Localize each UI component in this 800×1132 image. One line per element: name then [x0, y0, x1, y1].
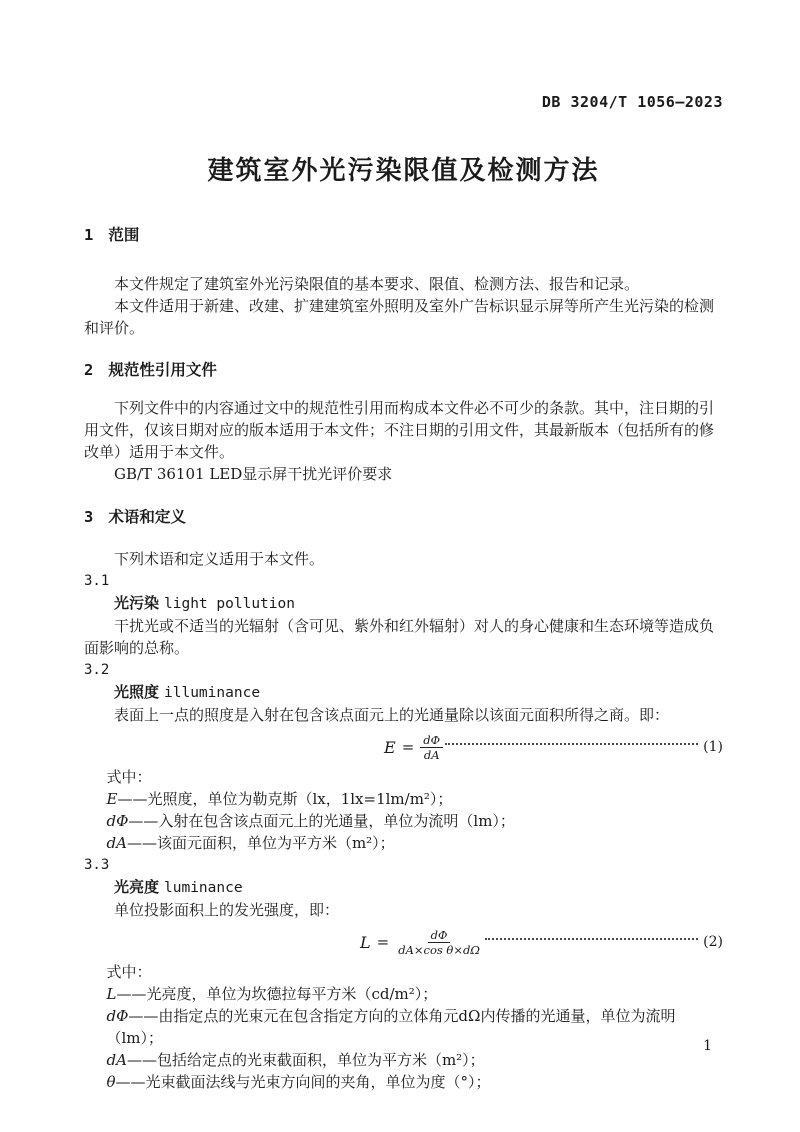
term-3-3-en: luminance	[164, 880, 243, 896]
equation-1-equals: =	[401, 738, 415, 756]
section-1-title: 范围	[108, 227, 140, 244]
term-3-3-definition: 单位投影面积上的发光强度，即：	[114, 901, 340, 919]
term-3-1-zh: 光污染	[114, 595, 160, 612]
symbol-definition	[107, 1071, 724, 1093]
section-2-title: 规范性引用文件	[108, 362, 217, 379]
term-3-1-definition: 干扰光或不适当的光辐射（含可见、紫外和红外辐射）对人的身心健康和生态环境等造成负面影响的总称。	[84, 617, 715, 657]
symbol: dA	[106, 1051, 127, 1069]
equation-2-fraction	[395, 928, 483, 957]
symbol-definition	[107, 788, 724, 810]
equation-1-number: (1)	[703, 739, 723, 755]
symbol-definition	[107, 810, 724, 832]
term-3-2	[114, 681, 723, 704]
symbol: dA	[106, 834, 127, 852]
where-label-2: 式中：	[106, 963, 152, 981]
equation-2-denominator: dA×cos θ×dΩ	[398, 942, 480, 957]
equation-2-lhs: L	[360, 932, 371, 952]
section-1-paragraph-1: 本文件规定了建筑室外光污染限值的基本要求、限值、检测方法、报告和记录。	[114, 275, 640, 293]
section-1-number: 1	[84, 226, 94, 244]
symbol: θ	[106, 1073, 116, 1091]
term-3-1-en: light pollution	[164, 596, 295, 612]
dotted-leader	[485, 938, 698, 940]
equation-2-number: (2)	[703, 934, 723, 950]
term-3-3-zh: 光亮度	[114, 879, 160, 896]
clause-number-3-2: 3.2	[84, 662, 110, 678]
dotted-leader	[445, 743, 698, 745]
equation-1	[84, 728, 723, 766]
term-3-2-en: illuminance	[164, 685, 261, 701]
equation-1-numerator: dΦ	[420, 733, 443, 748]
term-3-2-definition: 表面上一点的照度是入射在包含该点面元上的光通量除以该面元面积所得之商。即：	[114, 706, 670, 724]
section-3-number: 3	[84, 508, 94, 526]
clause-number-3-3: 3.3	[84, 857, 110, 873]
normative-reference: GB/T 36101 LED显示屏干扰光评价要求	[114, 465, 393, 483]
symbol-description: ——该面元面积，单位为平方米（m²）；	[126, 834, 395, 852]
equation-1-lhs: E	[384, 737, 396, 757]
symbol-definition	[107, 1005, 724, 1049]
equation-1-denominator: dA	[423, 747, 440, 762]
page-number: 1	[703, 1038, 712, 1054]
symbol: dΦ	[106, 812, 129, 830]
symbol-definition	[107, 832, 724, 854]
section-3-title: 术语和定义	[108, 509, 186, 526]
equation-2-indent	[84, 942, 360, 943]
doc-code: DB 3204/T 1056—2023	[541, 93, 723, 111]
symbol-description: ——光亮度，单位为坎德拉每平方米（cd/m²）；	[116, 985, 438, 1003]
symbol-description: ——由指定点的光束元在包含指定方向的立体角元dΩ内传播的光通量，单位为流明（lm）；	[106, 1007, 676, 1047]
symbol: L	[106, 985, 117, 1003]
symbol-description: ——光束截面法线与光束方向间的夹角，单位为度（°）；	[115, 1073, 491, 1091]
clause-number-3-1: 3.1	[84, 573, 110, 589]
where-label-1: 式中：	[106, 768, 152, 786]
equation-2	[84, 923, 723, 961]
symbol-description: ——光照度，单位为勒克斯（lx，1lx=1lm/m²）；	[117, 790, 453, 808]
section-2-heading	[84, 359, 723, 382]
term-3-1	[114, 592, 723, 615]
symbol: dΦ	[106, 1007, 129, 1025]
section-2-paragraph: 下列文件中的内容通过文中的规范性引用而构成本文件必不可少的条款。其中，注日期的引用文件，仅该日期对应的版本适用于本文件；不注日期的引用文件，其最新版本（包括所有的修改单）适用于本文件。	[84, 399, 715, 461]
page-title: 建筑室外光污染限值及检测方法	[207, 155, 600, 185]
symbol-definition	[107, 983, 724, 1005]
section-2-number: 2	[84, 361, 94, 379]
section-1-paragraph-2: 本文件适用于新建、改建、扩建建筑室外照明及室外广告标识显示屏等所产生光污染的检测和评价。	[84, 297, 715, 337]
section-3-intro: 下列术语和定义适用于本文件。	[114, 550, 325, 568]
symbol-description: ——包括给定点的光束截面积，单位为平方米（m²）；	[126, 1051, 485, 1069]
symbol-definition	[107, 1049, 724, 1071]
symbol: E	[106, 790, 118, 808]
equation-1-indent	[84, 747, 384, 748]
section-3-heading	[84, 506, 723, 529]
symbol-description: ——入射在包含该点面元上的光通量，单位为流明（lm）；	[128, 812, 515, 830]
term-3-3	[114, 876, 723, 899]
equation-2-numerator: dΦ	[428, 928, 451, 943]
term-3-2-zh: 光照度	[114, 684, 160, 701]
equation-2-equals: =	[376, 933, 390, 951]
section-1-heading	[84, 224, 723, 247]
equation-1-fraction	[420, 733, 443, 762]
